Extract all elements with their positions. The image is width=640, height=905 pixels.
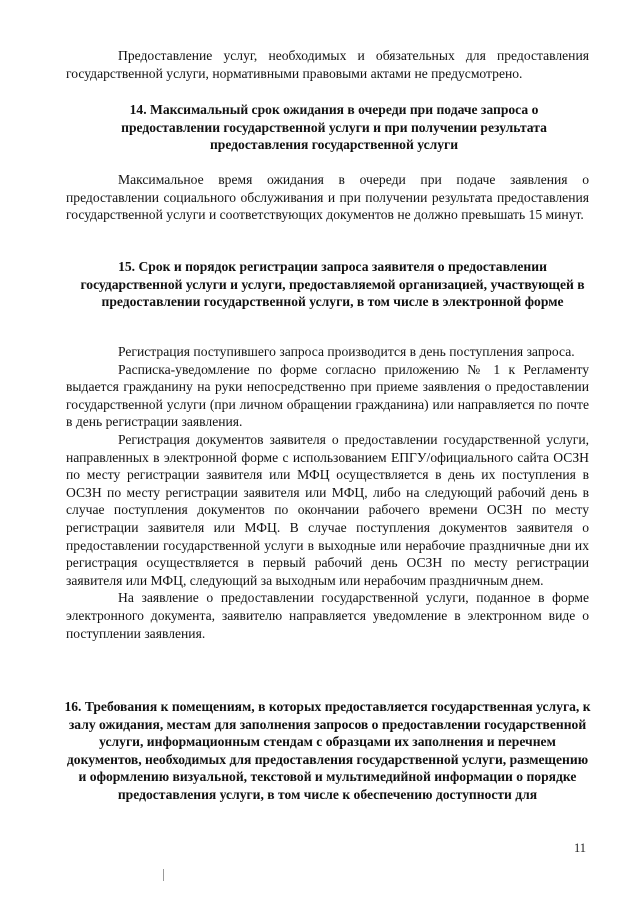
section-16-heading: 16. Требования к помещениям, в которых предоставляется государственная услуга, к залу ожидания, местам для заполнения запросов о предоставлении государственной услуги, информационным стендам с образцами их заполнения и перечнем документов, необходимых для предоставления государственной услуги, размещению и оформлению визуальной, текстовой и мультимедийной информации о порядке предоставления услуги, в том числе к обеспечению доступности для [64,699,591,802]
intro-text: Предоставление услуг, необходимых и обязательных для предоставления государственной услуги, нормативными правовыми актами не предусмотрено. [66,48,589,81]
section-15-heading-block [80,258,585,311]
intro-paragraph [66,47,589,82]
section-15-paragraph-3: Регистрация документов заявителя о предоставлении государственной услуги, направленных в электронной форме с использованием ЕПГУ/официального сайта ОСЗН по месту регистрации заявителя или МФЦ осуществляется в день их поступления в ОСЗН по месту регистрации заявителя или МФЦ, либо на следующий рабочий день в случае поступления документов по окончании рабочего времени ОСЗН по месту регистрации заявителя или МФЦ. В случае поступления документов заявителя о предоставлении государственной услуги в выходные или нерабочие праздничные дни их регистрация осуществляется в первый рабочий день ОСЗН по месту регистрации заявителя или МФЦ, следующий за выходным или нерабочим праздничным днем. [66,431,589,588]
section-14-heading: 14. Максимальный срок ожидания в очереди при подаче запроса о предоставлении государственной услуги и при получении результата предоставления государственной услуги [121,102,547,153]
section-15-paragraph-1: Регистрация поступившего запроса производится в день поступления запроса. [118,344,575,359]
section-15-paragraph-2: Расписка-уведомление по форме согласно приложению № 1 к Регламенту выдается гражданину на руки непосредственно при приеме заявления о предоставлении государственной услуги (при личном обращении гражданина) или направляется по почте в день регистрации заявления. [66,361,589,430]
section-15-paragraph-4: На заявление о предоставлении государственной услуги, поданное в форме электронного документа, заявителю направляется уведомление в электронном виде о поступлении заявления. [66,590,589,641]
scan-mark [163,869,164,881]
section-14-heading-block [84,101,584,154]
section-15-body [66,343,589,642]
section-16-heading-block [64,698,591,804]
section-14-paragraph: Максимальное время ожидания в очереди при подаче заявления о предоставлении социального обслуживания и при получении результата предоставления государственной услуги и соответствующих документов не должно превышать 15 минут. [66,172,589,223]
section-15-heading: 15. Срок и порядок регистрации запроса заявителя о предоставлении государственной услуги и услуги, предоставляемой организацией, участвующей в предоставлении государственной услуги, в том числе в электронной форме [80,259,585,310]
section-14-body [66,171,589,224]
page-number: 11 [574,841,587,855]
